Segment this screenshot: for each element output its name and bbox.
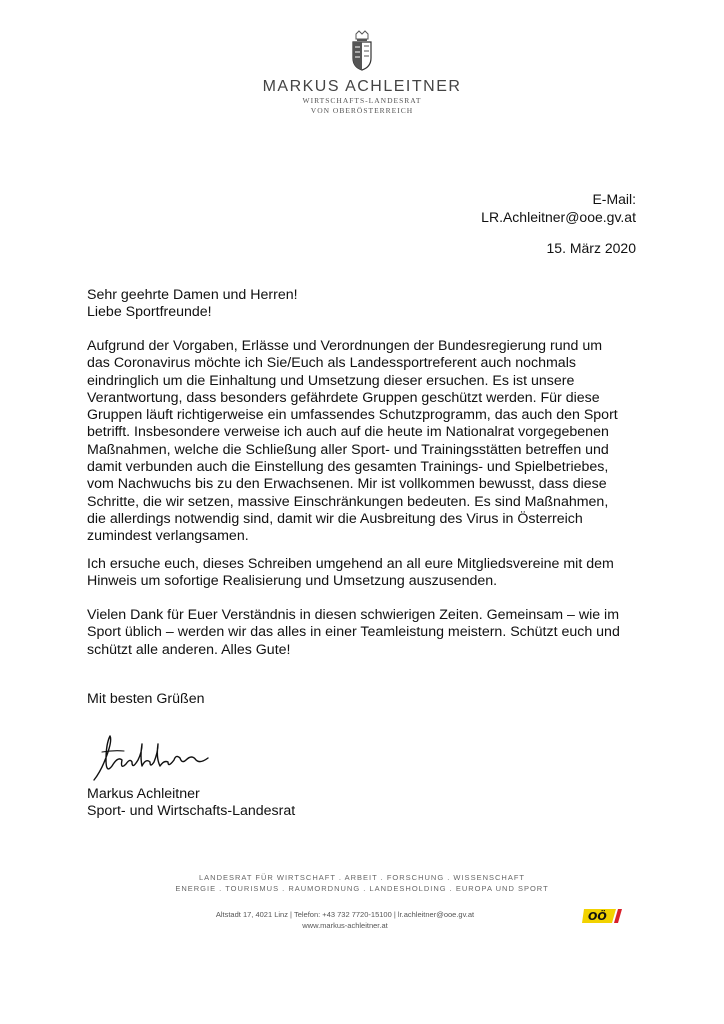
paragraph-3 (87, 607, 647, 659)
text-line: Schritte, die wir setzen, massive Einschränkungen bedeuten. Es sind Maßnahmen, (87, 493, 609, 510)
salutation-line: Sehr geehrte Damen und Herren! (87, 287, 298, 303)
text-line: Vielen Dank für Euer Verständnis in diesen schwierigen Zeiten. Gemeinsam – wie im (87, 607, 620, 623)
text-line: Aufgrund der Vorgaben, Erlässe und Verordnungen der Bundesregierung rund um (87, 338, 603, 354)
text-line: betrifft. Insbesondere verweise ich auch auf die heute im Nationalrat vorgegebenen (87, 424, 609, 441)
ooe-logo-icon (582, 906, 626, 924)
footer-contact (160, 909, 530, 931)
footer (0, 872, 724, 894)
contact-block (481, 190, 636, 226)
text-line: eindringlich um die Einhaltung und Umsetzung dieser ersuchen. Es ist unsere (87, 372, 575, 389)
signer-block (87, 786, 647, 821)
text-line: schützt alle anderen. Alles Gute! (87, 641, 291, 658)
salutation-line: Liebe Sportfreunde! (87, 304, 212, 321)
coat-of-arms-icon (347, 30, 377, 72)
text-line: damit verbunden auch die Einstellung des gesamten Trainings- und Spielbetriebes, (87, 459, 609, 476)
letterhead (0, 30, 724, 116)
letter-date: 15. März 2020 (546, 240, 636, 256)
text-line: Ich ersuche euch, dieses Schreiben umgehend an all eure Mitgliedsvereine mit dem (87, 556, 614, 572)
paragraph-2 (87, 556, 647, 591)
signer-name: Markus Achleitner (87, 786, 200, 802)
text-line: Verantwortung, dass besonders gefährdete Gruppen geschützt werden. Für diese (87, 389, 600, 406)
handwritten-signature (88, 730, 238, 785)
letterhead-name: MARKUS ACHLEITNER (262, 78, 462, 95)
paragraph-1 (87, 338, 647, 546)
footer-line-2: ENERGIE . TOURISMUS . RAUMORDNUNG . LANDESHOLDING . EUROPA UND SPORT (175, 884, 549, 893)
text-line: zumindest verlangsamen. (87, 528, 249, 545)
text-line: das Coronavirus möchte ich Sie/Euch als Landessportreferent auch nochmals (87, 355, 576, 372)
salutation (87, 287, 647, 322)
signer-title: Sport- und Wirtschafts-Landesrat (87, 803, 296, 820)
letterhead-subtitle-2: VON OBERÖSTERREICH (310, 106, 414, 115)
text-line: Gruppen läuft richtigerweise ein umfassendes Schutzprogramm, das auch den Sport (87, 407, 618, 424)
email-label: E-Mail: (592, 191, 636, 207)
text-line: Maßnahmen, welche die Schließung aller Sport- und Trainingsstätten betreffen und (87, 441, 609, 458)
text-line: vom Nachwuchs bis zu den Erwachsenen. Mir ist vollkommen bewusst, dass diese (87, 476, 607, 493)
text-line: Sport üblich – werden wir das alles in einer Teamleistung meistern. Schützt euch und (87, 624, 620, 641)
footer-website[interactable]: www.markus-achleitner.at (302, 921, 388, 930)
email-address[interactable]: LR.Achleitner@ooe.gv.at (481, 209, 636, 225)
text-line: die allerdings notwendig sind, damit wir die Ausbreitung des Virus in Österreich (87, 510, 583, 527)
letterhead-subtitle-1: WIRTSCHAFTS-LANDESRAT (302, 96, 422, 105)
footer-contact-line: Altstadt 17, 4021 Linz | Telefon: +43 732 7720-15100 | lr.achleitner@ooe.gv.at (215, 910, 475, 919)
ooe-logo-text: OÖ (588, 910, 607, 923)
text-line: Hinweis um sofortige Realisierung und Umsetzung auszusenden. (87, 573, 498, 590)
closing-phrase: Mit besten Grüßen (87, 691, 205, 707)
footer-line-1: LANDESRAT FÜR WIRTSCHAFT . ARBEIT . FORSCHUNG . WISSENSCHAFT (198, 873, 525, 882)
